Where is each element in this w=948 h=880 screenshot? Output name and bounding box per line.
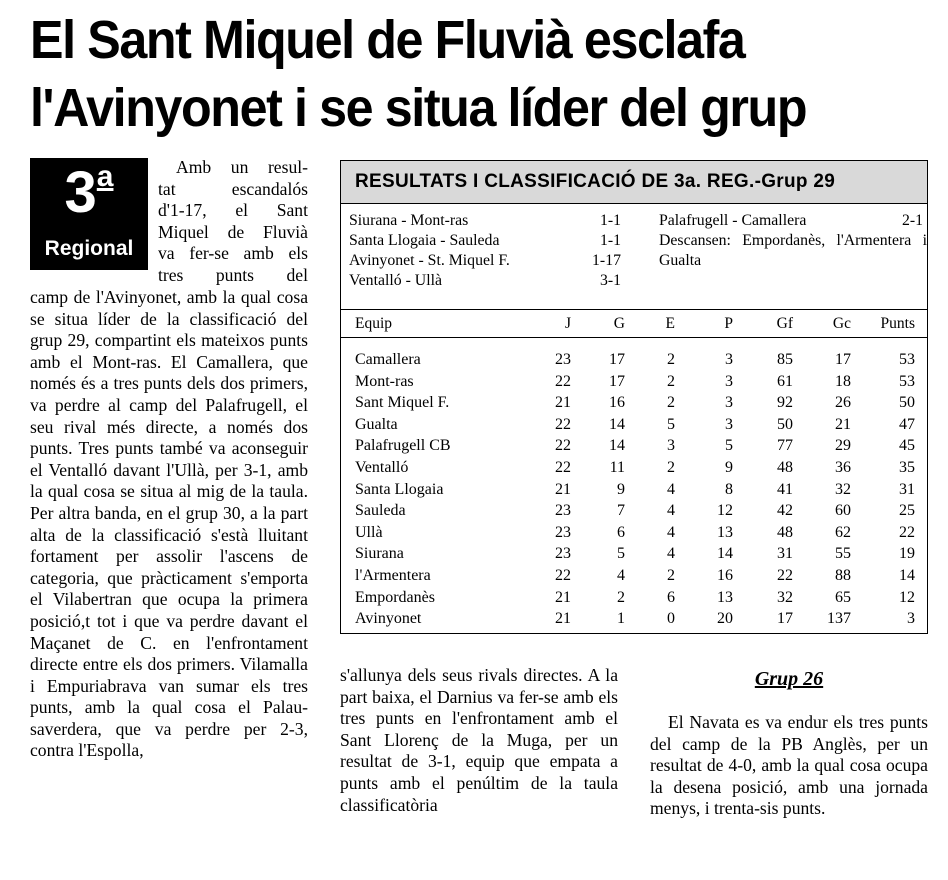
subhead-text: Grup 26 bbox=[754, 668, 824, 690]
cell-points: 53 bbox=[899, 351, 915, 368]
result-row bbox=[349, 271, 621, 291]
cell-gc: 62 bbox=[835, 523, 851, 541]
cell-gf: 48 bbox=[777, 458, 793, 476]
cell-team: Palafrugell CB bbox=[355, 437, 451, 455]
intro-line: Miquel de Fluvià bbox=[158, 221, 308, 242]
cell-p: 3 bbox=[725, 415, 733, 433]
subhead bbox=[650, 666, 928, 692]
cell-gf: 50 bbox=[777, 415, 793, 433]
cell-p: 9 bbox=[725, 458, 733, 476]
table-row bbox=[341, 543, 927, 565]
headline-line-1: El Sant Miquel de Fluvià esclafa bbox=[30, 10, 745, 70]
article-intro bbox=[158, 157, 308, 287]
cell-e: 2 bbox=[667, 566, 675, 584]
cell-e: 4 bbox=[667, 523, 675, 541]
table-row bbox=[341, 392, 927, 414]
cell-team: Avinyonet bbox=[355, 610, 422, 628]
cell-gc: 32 bbox=[835, 480, 851, 498]
result-match: Ventalló - Ullà bbox=[349, 272, 442, 289]
cell-j: 22 bbox=[555, 372, 571, 390]
cell-g: 17 bbox=[609, 351, 625, 368]
cell-g: 5 bbox=[617, 545, 625, 563]
cell-points: 25 bbox=[899, 502, 915, 520]
cell-j: 21 bbox=[555, 610, 571, 628]
cell-gc: 29 bbox=[835, 437, 851, 455]
cell-j: 22 bbox=[555, 415, 571, 433]
cell-points: 12 bbox=[899, 588, 915, 606]
cell-points: 3 bbox=[907, 610, 915, 628]
cell-j: 21 bbox=[555, 480, 571, 498]
cell-g: 2 bbox=[617, 588, 625, 606]
cell-e: 5 bbox=[667, 415, 675, 433]
cell-j: 23 bbox=[555, 502, 571, 520]
cell-j: 23 bbox=[555, 545, 571, 563]
cell-gc: 21 bbox=[835, 415, 851, 433]
header-team: Equip bbox=[355, 315, 393, 332]
cell-gf: 61 bbox=[777, 372, 793, 390]
cell-e: 4 bbox=[667, 480, 675, 498]
cell-points: 19 bbox=[899, 545, 915, 563]
cell-e: 4 bbox=[667, 545, 675, 563]
intro-line: Amb un resul- bbox=[176, 157, 308, 177]
divider bbox=[341, 309, 927, 310]
result-score: 2-1 bbox=[901, 212, 923, 229]
headline-line-2: l'Avinyonet i se situa líder del grup bbox=[30, 78, 807, 138]
cell-team: Gualta bbox=[355, 415, 398, 433]
cell-g: 7 bbox=[617, 502, 625, 520]
cell-j: 22 bbox=[555, 437, 571, 455]
article-column-2: s'allunya dels seus rivals directes. A la part baixa, el Darnius va fer-se amb els tres punts en l'enfrontament amb el Sant Llorenç de la Muga, per un resultat de 3-1, equip que empata a punts amb el penúltim de la taula classificatòria bbox=[340, 665, 618, 815]
article-column-1: camp de l'Avinyonet, amb la qual cosa se situa líder de la classificació del grup 29, compartint els mateixos punts amb el Mont-ras. El Camallera, que només és a tres punts dels dos primers, va perdre al camp del Palafrugell, el seu rival més directe, a només dos punts. Tres punts també va aconseguir el Ventalló davant l'Ullà, per 3-1, amb la qual cosa se situa al mig de la taula. Per altra banda, en el grup 30, a la part alta de la classificació s'està lluitant fortament per assolir l'ascens de categoria, que pràcticament s'emporta el Vilabertran que ocupa la primera posició,t tot i que va perdre davant el Maçanet de C. en l'enfrontament directe entre els dos primers. Vilamalla i Empuriabrava van sumar els tres punts, amb la qual cosa el Palau-saverdera, que va perdre per 2-3, contra l'Espolla, bbox=[30, 287, 308, 761]
cell-gf: 85 bbox=[777, 351, 793, 368]
table-row bbox=[341, 479, 927, 501]
cell-g: 11 bbox=[609, 458, 625, 476]
cell-e: 2 bbox=[667, 458, 675, 476]
cell-p: 3 bbox=[725, 351, 733, 368]
table-row bbox=[341, 608, 927, 630]
table-row bbox=[341, 565, 927, 587]
cell-j: 23 bbox=[555, 523, 571, 541]
table-row bbox=[341, 414, 927, 436]
cell-points: 22 bbox=[899, 523, 915, 541]
table-row bbox=[341, 349, 927, 371]
divider bbox=[341, 337, 927, 338]
cell-p: 8 bbox=[725, 480, 733, 498]
cell-j: 23 bbox=[555, 351, 571, 368]
cell-j: 21 bbox=[555, 394, 571, 412]
cell-gf: 42 bbox=[777, 502, 793, 520]
result-row bbox=[349, 231, 621, 251]
result-score: 3-1 bbox=[599, 272, 621, 289]
badge-label: Regional bbox=[44, 237, 134, 260]
cell-j: 22 bbox=[555, 566, 571, 584]
result-score: 1-1 bbox=[599, 212, 621, 229]
cell-g: 16 bbox=[609, 394, 625, 412]
standings-table bbox=[341, 349, 927, 630]
cell-team: Sant Miquel F. bbox=[355, 394, 450, 412]
cell-gf: 22 bbox=[777, 566, 793, 584]
badge-suffix: a bbox=[96, 160, 114, 193]
cell-gc: 17 bbox=[835, 351, 851, 368]
headline bbox=[30, 6, 876, 142]
header-points: Punts bbox=[880, 315, 915, 332]
cell-points: 47 bbox=[899, 415, 915, 433]
badge-number: 3$^a$ bbox=[64, 160, 114, 225]
cell-gc: 137 bbox=[827, 610, 851, 628]
header-e: E bbox=[665, 315, 675, 332]
cell-g: 17 bbox=[609, 372, 625, 390]
rest-note: Descansen: Empordanès, l'Armentera i Gualta bbox=[659, 232, 927, 269]
cell-team: l'Armentera bbox=[355, 566, 431, 584]
cell-gc: 88 bbox=[835, 566, 851, 584]
table-row bbox=[341, 587, 927, 609]
cell-gc: 65 bbox=[835, 588, 851, 606]
cell-gf: 48 bbox=[777, 523, 793, 541]
cell-points: 53 bbox=[899, 372, 915, 390]
cell-team: Sauleda bbox=[355, 502, 406, 520]
table-row bbox=[341, 435, 927, 457]
section-badge bbox=[30, 158, 148, 270]
cell-gf: 17 bbox=[777, 610, 793, 628]
cell-team: Ullà bbox=[355, 523, 383, 541]
cell-g: 4 bbox=[617, 566, 625, 584]
cell-gf: 41 bbox=[777, 480, 793, 498]
cell-points: 35 bbox=[899, 458, 915, 476]
header-gc: Gc bbox=[832, 315, 851, 332]
cell-p: 5 bbox=[725, 437, 733, 455]
cell-team: Ventalló bbox=[355, 458, 409, 476]
table-row bbox=[341, 371, 927, 393]
intro-line: tres punts del bbox=[158, 264, 308, 285]
cell-gc: 26 bbox=[835, 394, 851, 412]
result-match: Palafrugell - Camallera bbox=[659, 212, 807, 229]
cell-p: 13 bbox=[717, 588, 733, 606]
cell-e: 3 bbox=[667, 437, 675, 455]
cell-team: Santa Llogaia bbox=[355, 480, 444, 498]
cell-g: 14 bbox=[609, 415, 625, 433]
cell-g: 6 bbox=[617, 523, 625, 541]
cell-j: 22 bbox=[555, 458, 571, 476]
cell-gf: 31 bbox=[777, 545, 793, 563]
cell-team: Mont-ras bbox=[355, 372, 414, 390]
cell-p: 20 bbox=[717, 610, 733, 628]
table-row bbox=[341, 500, 927, 522]
cell-e: 0 bbox=[667, 610, 675, 628]
cell-gc: 18 bbox=[835, 372, 851, 390]
cell-gf: 77 bbox=[777, 437, 793, 455]
cell-team: Siurana bbox=[355, 545, 404, 563]
cell-gc: 36 bbox=[835, 458, 851, 476]
cell-j: 21 bbox=[555, 588, 571, 606]
header-gf: Gf bbox=[776, 315, 793, 332]
cell-team: Camallera bbox=[355, 351, 421, 368]
cell-e: 2 bbox=[667, 372, 675, 390]
cell-p: 12 bbox=[717, 502, 733, 520]
result-match: Siurana - Mont-ras bbox=[349, 212, 469, 229]
cell-points: 50 bbox=[899, 394, 915, 412]
result-match: Santa Llogaia - Sauleda bbox=[349, 232, 500, 249]
cell-e: 4 bbox=[667, 502, 675, 520]
cell-g: 1 bbox=[617, 610, 625, 628]
cell-e: 6 bbox=[667, 588, 675, 606]
cell-gc: 60 bbox=[835, 502, 851, 520]
intro-line: va fer-se amb els bbox=[158, 243, 308, 264]
table-row bbox=[341, 457, 927, 479]
header-j: J bbox=[564, 315, 571, 332]
cell-g: 14 bbox=[609, 437, 625, 455]
cell-points: 14 bbox=[899, 566, 915, 584]
cell-points: 31 bbox=[899, 480, 915, 498]
header-g: G bbox=[613, 315, 625, 332]
standings-header bbox=[341, 313, 927, 335]
cell-team: Empordanès bbox=[355, 588, 435, 606]
header-p: P bbox=[724, 315, 733, 332]
cell-g: 9 bbox=[617, 480, 625, 498]
cell-p: 14 bbox=[717, 545, 733, 563]
table-row bbox=[341, 522, 927, 544]
cell-e: 2 bbox=[667, 394, 675, 412]
cell-p: 13 bbox=[717, 523, 733, 541]
result-row bbox=[659, 211, 927, 231]
intro-line: d'1-17, el Sant bbox=[158, 200, 308, 221]
cell-e: 2 bbox=[667, 351, 675, 368]
result-score: 1-1 bbox=[599, 232, 621, 249]
cell-gf: 92 bbox=[777, 394, 793, 412]
cell-p: 3 bbox=[725, 372, 733, 390]
results-box bbox=[340, 160, 928, 634]
cell-points: 45 bbox=[899, 437, 915, 455]
result-score: 1-17 bbox=[592, 252, 621, 269]
result-match: Avinyonet - St. Miquel F. bbox=[349, 252, 510, 269]
result-row bbox=[349, 251, 621, 271]
cell-gc: 55 bbox=[835, 545, 851, 563]
result-row bbox=[349, 211, 621, 231]
cell-gf: 32 bbox=[777, 588, 793, 606]
cell-p: 16 bbox=[717, 566, 733, 584]
intro-line: tat escandalós bbox=[158, 178, 308, 199]
cell-p: 3 bbox=[725, 394, 733, 412]
results-box-title: RESULTATS I CLASSIFICACIÓ DE 3a. REG.-Grup 29 bbox=[341, 161, 927, 204]
article-column-3: El Navata es va endur els tres punts del camp de la PB Anglès, per un resultat de 4-0, amb la qual cosa ocupa la desena posició, amb una jornada menys, i trenta-sis punts. bbox=[650, 712, 928, 819]
